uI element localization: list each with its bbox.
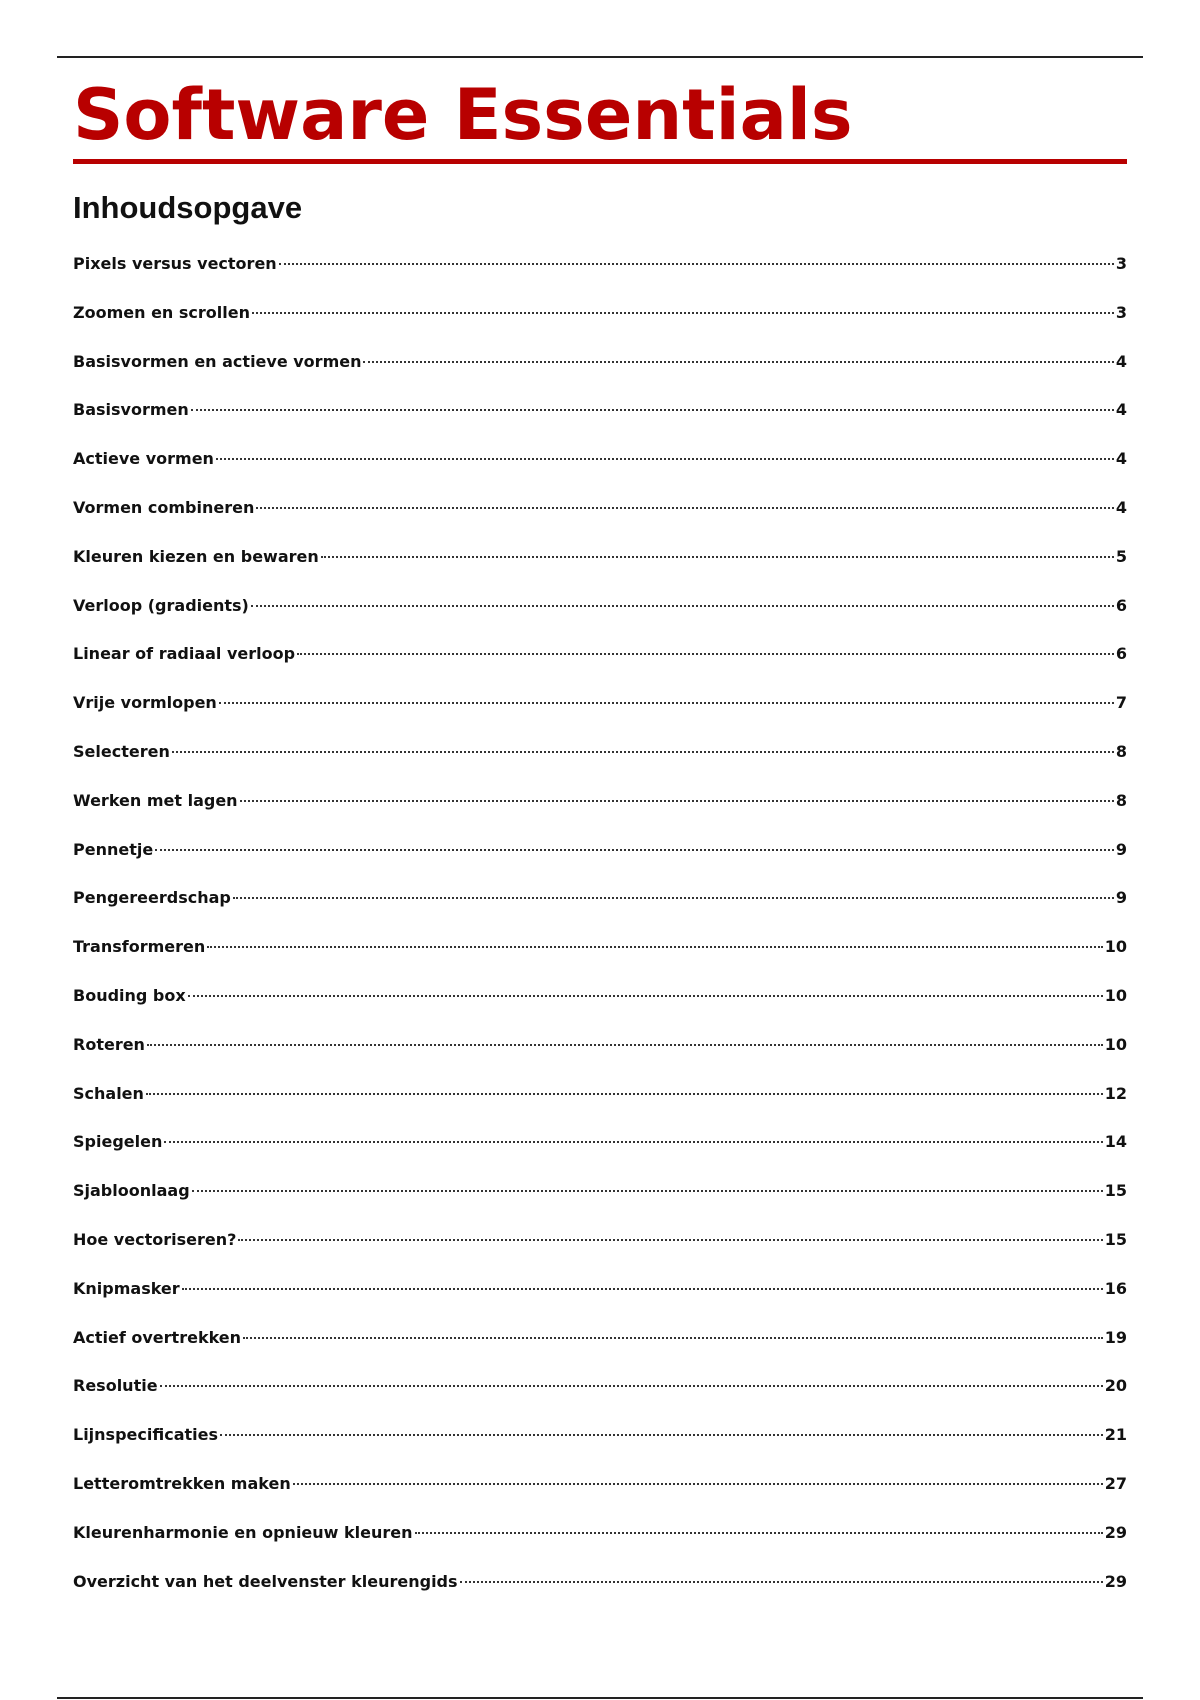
toc-entry[interactable] (73, 443, 1127, 492)
toc-entry-page-number[interactable]: 29 (1104, 1522, 1127, 1542)
toc-entry-title[interactable]: Linear of radiaal verloop (73, 644, 296, 664)
toc-dot-leader (251, 605, 1114, 607)
toc-entry-title[interactable]: Resolutie (73, 1376, 158, 1396)
toc-dot-leader (220, 1434, 1103, 1436)
toc-dot-leader (252, 312, 1114, 314)
toc-dot-leader (164, 1141, 1102, 1143)
toc-entry-title[interactable]: Vormen combineren (73, 497, 255, 517)
toc-entry-page-number[interactable]: 3 (1115, 254, 1127, 273)
toc-entry[interactable] (73, 590, 1127, 639)
toc-entry[interactable] (73, 638, 1127, 687)
toc-entry-title[interactable]: Werken met lagen (73, 790, 238, 810)
toc-entry-page-number[interactable]: 19 (1104, 1327, 1127, 1347)
toc-entry-page-number[interactable]: 9 (1115, 888, 1127, 908)
toc-entry-page-number[interactable]: 27 (1104, 1473, 1127, 1493)
toc-dot-leader (192, 1190, 1103, 1192)
toc-entry-page-number[interactable]: 15 (1104, 1181, 1127, 1201)
document-title: Software Essentials (73, 74, 853, 156)
toc-entry-title[interactable]: Spiegelen (73, 1132, 163, 1152)
toc-entry-title[interactable]: Vrije vormlopen (73, 693, 217, 713)
toc-entry-page-number[interactable]: 16 (1104, 1278, 1127, 1298)
toc-heading: Inhoudsopgave (73, 190, 303, 225)
toc-entry-title[interactable]: Basisvormen en actieve vormen (73, 351, 362, 371)
toc-entry-page-number[interactable]: 8 (1115, 741, 1127, 761)
toc-entry[interactable] (73, 1322, 1127, 1371)
toc-entry-page-number[interactable]: 4 (1115, 497, 1127, 517)
toc-entry-title[interactable]: Selecteren (73, 741, 170, 761)
toc-entry[interactable] (73, 736, 1127, 785)
toc-entry-title[interactable]: Lijnspecificaties (73, 1425, 218, 1445)
toc-entry-title[interactable]: Actief overtrekken (73, 1327, 242, 1347)
toc-dot-leader (415, 1532, 1103, 1534)
toc-entry-page-number[interactable]: 6 (1115, 644, 1127, 664)
toc-dot-leader (147, 1044, 1103, 1046)
toc-entry-page-number[interactable]: 21 (1104, 1425, 1127, 1445)
toc-entry[interactable] (73, 346, 1127, 395)
toc-entry-title[interactable]: Schalen (73, 1083, 144, 1103)
toc-entry-title[interactable]: Basisvormen (73, 400, 189, 420)
toc-entry[interactable] (73, 1419, 1127, 1468)
toc-entry[interactable] (73, 687, 1127, 736)
toc-entry-page-number[interactable]: 12 (1104, 1083, 1127, 1103)
toc-dot-leader (188, 995, 1103, 997)
toc-entry[interactable] (73, 1175, 1127, 1224)
toc-entry-title[interactable]: Pengereerdschap (73, 888, 231, 908)
toc-dot-leader (240, 800, 1114, 802)
toc-entry-page-number[interactable]: 5 (1115, 546, 1127, 566)
toc-entry-page-number[interactable]: 14 (1104, 1132, 1127, 1152)
toc-entry-page-number[interactable]: 4 (1115, 449, 1127, 469)
toc-entry-title[interactable]: Overzicht van het deelvenster kleurengids (73, 1571, 458, 1591)
toc-entry[interactable] (73, 1370, 1127, 1419)
toc-entry[interactable] (73, 1224, 1127, 1273)
toc-dot-leader (155, 849, 1114, 851)
toc-entry[interactable] (73, 1566, 1127, 1615)
toc-entry-title[interactable]: Verloop (gradients) (73, 595, 249, 615)
toc-dot-leader (256, 507, 1114, 509)
toc-entry[interactable] (73, 882, 1127, 931)
toc-entry-page-number[interactable]: 20 (1104, 1376, 1127, 1396)
toc-entry[interactable] (73, 1078, 1127, 1127)
toc-dot-leader (207, 946, 1102, 948)
toc-entry-page-number[interactable]: 15 (1104, 1229, 1127, 1249)
toc-entry[interactable] (73, 248, 1127, 297)
toc-entry-page-number[interactable]: 7 (1115, 693, 1127, 713)
toc-entry-title[interactable]: Knipmasker (73, 1278, 180, 1298)
toc-dot-leader (321, 556, 1114, 558)
toc-entry[interactable] (73, 394, 1127, 443)
toc-dot-leader (216, 458, 1114, 460)
toc-entry-page-number[interactable]: 29 (1104, 1571, 1127, 1591)
toc-entry[interactable] (73, 1273, 1127, 1322)
toc-entry-page-number[interactable]: 10 (1104, 1034, 1127, 1054)
toc-entry-page-number[interactable]: 6 (1115, 595, 1127, 615)
top-rule (57, 56, 1143, 58)
title-underline (73, 159, 1127, 164)
toc-entry[interactable] (73, 931, 1127, 980)
toc-entry-page-number[interactable]: 10 (1104, 937, 1127, 957)
toc-entry-title[interactable]: Bouding box (73, 985, 186, 1005)
table-of-contents (73, 248, 1127, 1614)
toc-entry-page-number[interactable]: 8 (1115, 790, 1127, 810)
toc-entry-title[interactable]: Pixels versus vectoren (73, 254, 277, 273)
toc-dot-leader (191, 409, 1114, 411)
toc-entry[interactable] (73, 1517, 1127, 1566)
toc-entry-title[interactable]: Hoe vectoriseren? (73, 1229, 237, 1249)
toc-dot-leader (182, 1288, 1103, 1290)
toc-entry[interactable] (73, 1126, 1127, 1175)
toc-entry-page-number[interactable]: 3 (1115, 302, 1127, 322)
toc-dot-leader (363, 361, 1113, 363)
toc-entry[interactable] (73, 980, 1127, 1029)
toc-dot-leader (219, 702, 1114, 704)
toc-entry-page-number[interactable]: 4 (1115, 351, 1127, 371)
toc-entry-title[interactable]: Letteromtrekken maken (73, 1473, 291, 1493)
toc-entry-title[interactable]: Kleurenharmonie en opnieuw kleuren (73, 1522, 413, 1542)
toc-entry[interactable] (73, 1029, 1127, 1078)
toc-dot-leader (279, 263, 1114, 265)
toc-dot-leader (243, 1337, 1103, 1339)
toc-dot-leader (172, 751, 1114, 753)
toc-entry-page-number[interactable]: 10 (1104, 985, 1127, 1005)
toc-entry-title[interactable]: Zoomen en scrollen (73, 302, 250, 322)
toc-entry-title[interactable]: Actieve vormen (73, 449, 214, 469)
toc-entry-title[interactable]: Pennetje (73, 839, 154, 859)
toc-dot-leader (297, 653, 1114, 655)
toc-entry-title[interactable]: Transformeren (73, 937, 206, 957)
toc-entry[interactable] (73, 1468, 1127, 1517)
toc-entry[interactable] (73, 834, 1127, 883)
toc-dot-leader (238, 1239, 1102, 1241)
toc-dot-leader (160, 1385, 1103, 1387)
toc-entry-title[interactable]: Kleuren kiezen en bewaren (73, 546, 319, 566)
toc-entry[interactable] (73, 785, 1127, 834)
bottom-rule (57, 1697, 1143, 1699)
toc-dot-leader (233, 897, 1114, 899)
toc-dot-leader (460, 1581, 1103, 1583)
toc-dot-leader (293, 1483, 1103, 1485)
toc-entry-page-number[interactable]: 4 (1115, 400, 1127, 420)
toc-entry-title[interactable]: Sjabloonlaag (73, 1181, 190, 1201)
toc-entry[interactable] (73, 492, 1127, 541)
toc-entry[interactable] (73, 297, 1127, 346)
toc-dot-leader (146, 1093, 1103, 1095)
toc-entry-title[interactable]: Roteren (73, 1034, 145, 1054)
toc-entry[interactable] (73, 541, 1127, 590)
toc-entry-page-number[interactable]: 9 (1115, 839, 1127, 859)
